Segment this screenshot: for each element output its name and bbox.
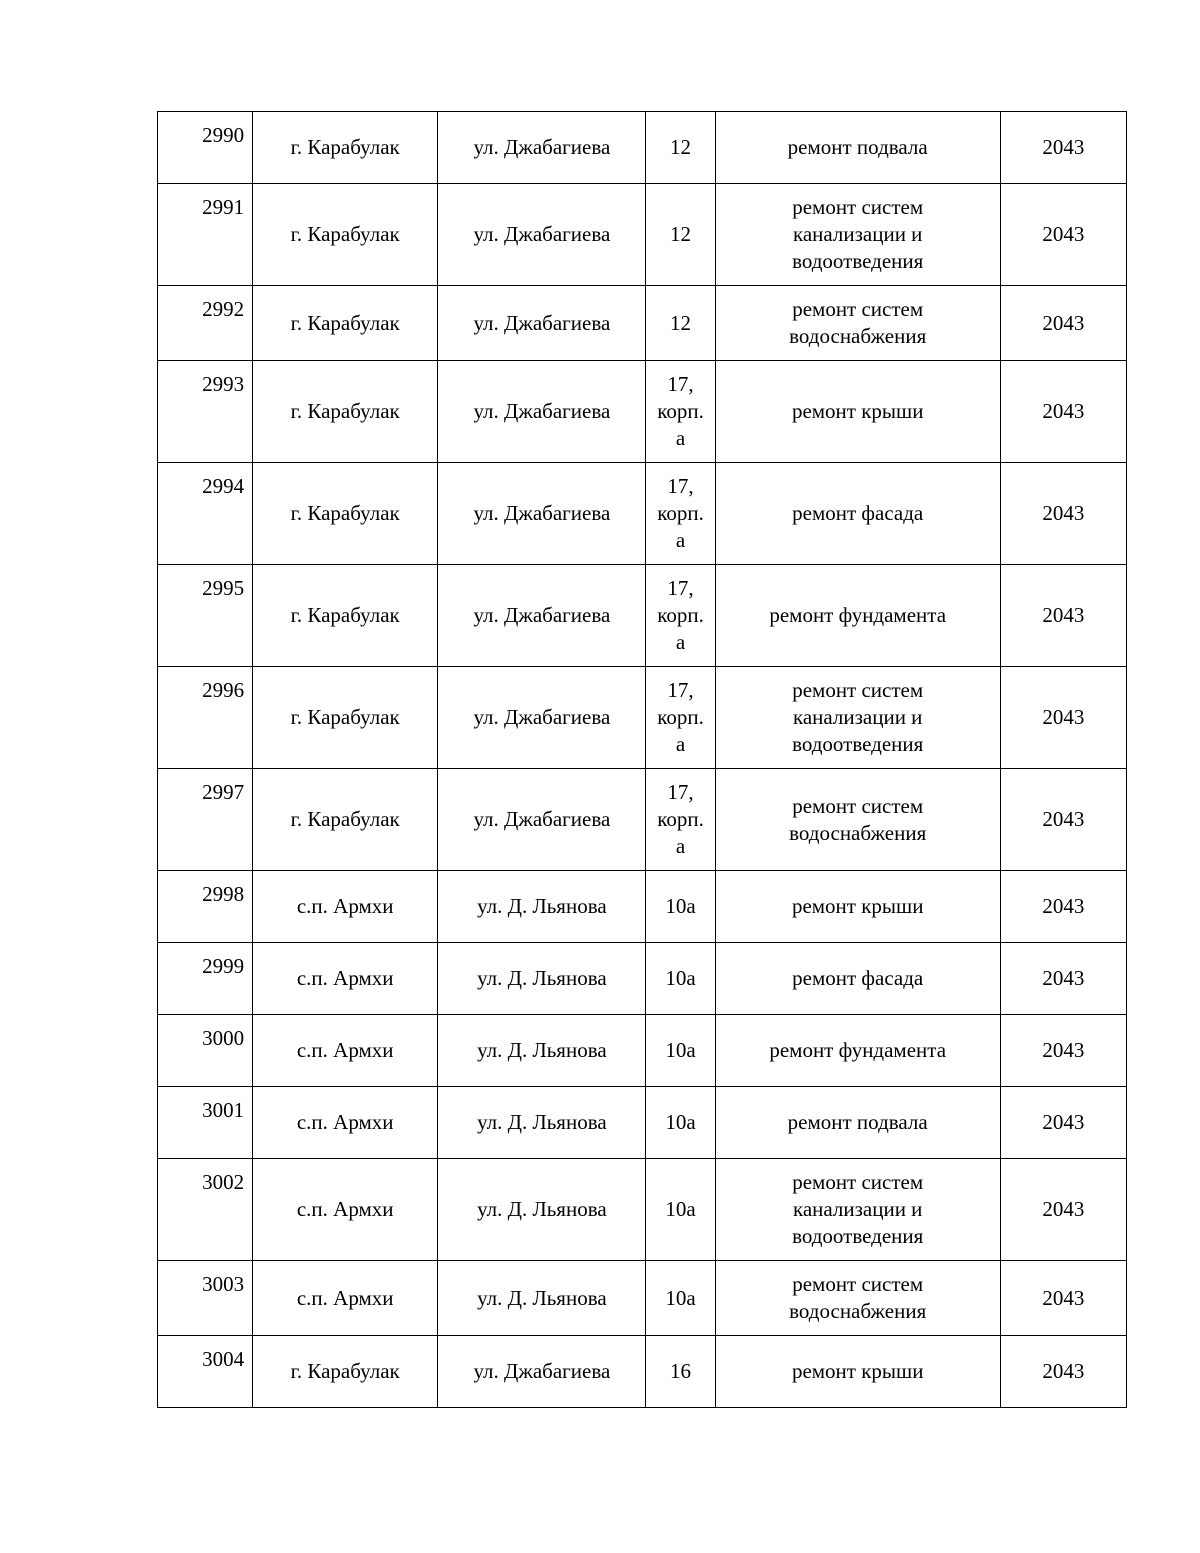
work-type-cell	[715, 1159, 1000, 1261]
work-type-line: ремонт подвала	[787, 135, 928, 159]
house-number-line: 10а	[665, 1197, 696, 1221]
year-cell: 2043	[1000, 1015, 1126, 1087]
house-number-line: 12	[670, 135, 692, 159]
table-row	[158, 361, 1127, 463]
house-number-line: 10а	[665, 1110, 696, 1134]
work-type-line: ремонт фасада	[792, 501, 924, 525]
house-number-line: а	[675, 834, 686, 858]
street-cell: ул. Джабагиева	[438, 463, 646, 565]
work-type-cell	[715, 1087, 1000, 1159]
settlement-cell: г. Карабулак	[253, 1336, 438, 1408]
table-body	[158, 112, 1127, 1408]
work-type-cell	[715, 1261, 1000, 1336]
house-number-cell	[646, 1159, 715, 1261]
house-number-cell	[646, 361, 715, 463]
work-type-line: ремонт фундамента	[769, 603, 947, 627]
house-number-cell	[646, 1087, 715, 1159]
table-row	[158, 943, 1127, 1015]
work-type-line: ремонт крыши	[791, 399, 924, 423]
work-type-line: водоснабжения	[789, 324, 927, 348]
year-cell: 2043	[1000, 112, 1126, 184]
work-type-line: ремонт фасада	[792, 966, 924, 990]
settlement-cell: с.п. Армхи	[253, 1159, 438, 1261]
row-number-cell: 3004	[158, 1336, 253, 1408]
table-row	[158, 871, 1127, 943]
street-cell: ул. Джабагиева	[438, 769, 646, 871]
house-number-line: 12	[670, 310, 692, 335]
work-type-line: ремонт систем	[792, 297, 924, 321]
settlement-cell: с.п. Армхи	[253, 1087, 438, 1159]
house-number-line: 17,	[667, 780, 694, 804]
year-cell: 2043	[1000, 769, 1126, 871]
work-type-cell	[715, 667, 1000, 769]
table-row	[158, 112, 1127, 184]
house-number-line: а	[675, 732, 686, 756]
street-cell: ул. Джабагиева	[438, 565, 646, 667]
work-type-line: ремонт систем	[792, 195, 924, 219]
row-number-cell: 2991	[158, 184, 253, 286]
street-cell: ул. Д. Льянова	[438, 943, 646, 1015]
house-number-line: 17,	[667, 576, 694, 600]
house-number-line: 16	[670, 1359, 692, 1383]
settlement-cell: с.п. Армхи	[253, 1261, 438, 1336]
house-number-cell	[646, 112, 715, 184]
year-cell: 2043	[1000, 361, 1126, 463]
work-type-line: ремонт крыши	[791, 1359, 924, 1383]
table-row	[158, 565, 1127, 667]
work-type-line: ремонт крыши	[791, 894, 924, 918]
table-row	[158, 1261, 1127, 1336]
work-type-line: водоснабжения	[789, 1299, 927, 1323]
house-number-line: 17,	[667, 372, 694, 396]
work-type-cell	[715, 871, 1000, 943]
row-number-cell: 3002	[158, 1159, 253, 1261]
work-type-line: канализации и	[792, 222, 923, 246]
house-number-cell	[646, 1015, 715, 1087]
street-cell: ул. Д. Льянова	[438, 1087, 646, 1159]
table-row	[158, 1015, 1127, 1087]
year-cell: 2043	[1000, 1336, 1126, 1408]
street-cell: ул. Д. Льянова	[438, 1015, 646, 1087]
work-type-cell	[715, 565, 1000, 667]
year-cell: 2043	[1000, 463, 1126, 565]
work-type-line: канализации и	[792, 1197, 923, 1221]
house-number-line: 12	[670, 222, 692, 246]
house-number-line: 17,	[667, 474, 694, 498]
row-number-cell: 2995	[158, 565, 253, 667]
house-number-line: корп.	[657, 807, 704, 831]
street-cell: ул. Джабагиева	[438, 286, 646, 361]
table-row	[158, 1336, 1127, 1408]
settlement-cell: с.п. Армхи	[253, 1015, 438, 1087]
work-type-cell	[715, 286, 1000, 361]
work-type-cell	[715, 361, 1000, 463]
settlement-cell: г. Карабулак	[253, 286, 438, 361]
house-number-line: корп.	[657, 603, 704, 627]
house-number-line: а	[675, 630, 686, 654]
work-type-cell	[715, 463, 1000, 565]
house-number-cell	[646, 565, 715, 667]
table-row	[158, 286, 1127, 361]
settlement-cell: г. Карабулак	[253, 184, 438, 286]
house-number-line: 10а	[665, 966, 696, 990]
row-number-cell: 2990	[158, 112, 253, 184]
street-cell: ул. Джабагиева	[438, 1336, 646, 1408]
house-number-line: корп.	[657, 705, 704, 729]
row-number-cell: 2996	[158, 667, 253, 769]
house-number-line: корп.	[657, 501, 704, 525]
settlement-cell: г. Карабулак	[253, 463, 438, 565]
work-type-cell	[715, 943, 1000, 1015]
work-type-line: канализации и	[792, 705, 923, 729]
street-cell: ул. Джабагиева	[438, 112, 646, 184]
row-number-cell: 2999	[158, 943, 253, 1015]
work-type-line: ремонт фундамента	[769, 1038, 947, 1062]
row-number-cell: 2992	[158, 286, 253, 361]
house-number-cell	[646, 667, 715, 769]
street-cell: ул. Джабагиева	[438, 184, 646, 286]
repair-schedule-table	[157, 111, 1127, 1408]
house-number-line: корп.	[657, 399, 704, 423]
row-number-cell: 2993	[158, 361, 253, 463]
house-number-cell	[646, 1336, 715, 1408]
house-number-line: а	[675, 426, 686, 450]
work-type-line: водоотведения	[792, 1224, 924, 1248]
work-type-cell	[715, 184, 1000, 286]
year-cell: 2043	[1000, 565, 1126, 667]
work-type-line: ремонт систем	[792, 678, 924, 702]
work-type-line: ремонт систем	[792, 793, 924, 818]
street-cell: ул. Д. Льянова	[438, 1159, 646, 1261]
table-row	[158, 184, 1127, 286]
table-row	[158, 1159, 1127, 1261]
year-cell: 2043	[1000, 943, 1126, 1015]
work-type-cell	[715, 1015, 1000, 1087]
house-number-cell	[646, 769, 715, 871]
work-type-line: водоотведения	[792, 732, 924, 756]
settlement-cell: г. Карабулак	[253, 769, 438, 871]
settlement-cell: г. Карабулак	[253, 361, 438, 463]
table-row	[158, 1087, 1127, 1159]
settlement-cell: с.п. Армхи	[253, 943, 438, 1015]
row-number-cell: 3001	[158, 1087, 253, 1159]
work-type-line: ремонт систем	[792, 1170, 924, 1194]
work-type-cell	[715, 112, 1000, 184]
house-number-cell	[646, 1261, 715, 1336]
table-row	[158, 769, 1127, 871]
table-row	[158, 463, 1127, 565]
street-cell: ул. Джабагиева	[438, 667, 646, 769]
house-number-cell	[646, 463, 715, 565]
year-cell: 2043	[1000, 286, 1126, 361]
house-number-line: а	[675, 528, 686, 552]
house-number-cell	[646, 184, 715, 286]
row-number-cell: 2994	[158, 463, 253, 565]
year-cell: 2043	[1000, 1159, 1126, 1261]
row-number-cell: 3003	[158, 1261, 253, 1336]
row-number-cell: 2997	[158, 769, 253, 871]
house-number-line: 10а	[665, 1285, 696, 1310]
settlement-cell: г. Карабулак	[253, 565, 438, 667]
year-cell: 2043	[1000, 1087, 1126, 1159]
settlement-cell: г. Карабулак	[253, 112, 438, 184]
street-cell: ул. Джабагиева	[438, 361, 646, 463]
street-cell: ул. Д. Льянова	[438, 1261, 646, 1336]
work-type-line: водоснабжения	[789, 820, 927, 845]
house-number-line: 10а	[665, 894, 696, 918]
work-type-cell	[715, 769, 1000, 871]
year-cell: 2043	[1000, 1261, 1126, 1336]
street-cell: ул. Д. Льянова	[438, 871, 646, 943]
house-number-cell	[646, 871, 715, 943]
year-cell: 2043	[1000, 871, 1126, 943]
row-number-cell: 2998	[158, 871, 253, 943]
work-type-cell	[715, 1336, 1000, 1408]
work-type-line: водоотведения	[792, 249, 924, 273]
house-number-line: 10а	[665, 1038, 696, 1062]
house-number-cell	[646, 286, 715, 361]
work-type-line: ремонт систем	[792, 1272, 924, 1296]
table-row	[158, 667, 1127, 769]
year-cell: 2043	[1000, 184, 1126, 286]
year-cell: 2043	[1000, 667, 1126, 769]
settlement-cell: г. Карабулак	[253, 667, 438, 769]
settlement-cell: с.п. Армхи	[253, 871, 438, 943]
work-type-line: ремонт подвала	[787, 1110, 928, 1134]
house-number-cell	[646, 943, 715, 1015]
row-number-cell: 3000	[158, 1015, 253, 1087]
house-number-line: 17,	[667, 678, 694, 702]
